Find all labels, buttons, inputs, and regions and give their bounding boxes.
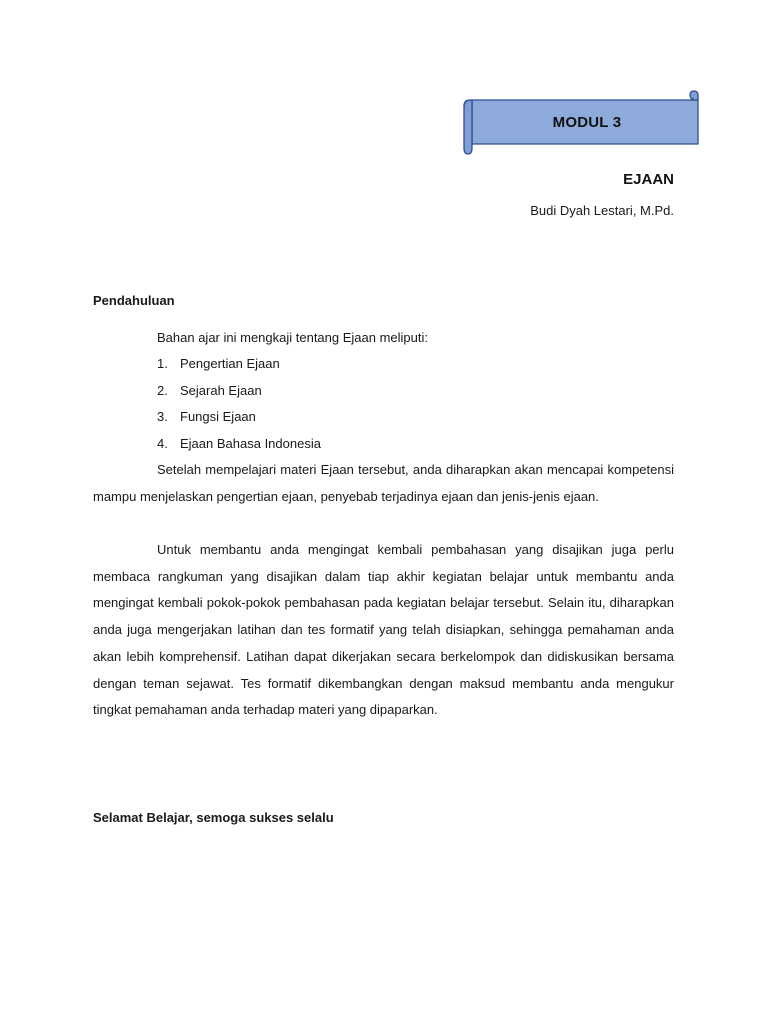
list-item	[157, 356, 321, 383]
topic-list	[157, 356, 321, 463]
list-item	[157, 409, 321, 436]
list-number: 1.	[157, 356, 168, 371]
list-number: 2.	[157, 382, 168, 398]
list-item	[157, 383, 321, 410]
intro-text: Bahan ajar ini mengkaji tentang Ejaan meliputi:	[157, 330, 429, 345]
author-name: Budi Dyah Lestari, M.Pd.	[530, 203, 674, 218]
document-title: EJAAN	[623, 171, 674, 188]
closing-text: Selamat Belajar, semoga sukses selalu	[93, 810, 334, 825]
body-paragraph: Untuk membantu anda mengingat kembali pembahasan yang disajikan juga perlu membaca rangkuman yang disajikan dalam tiap akhir kegiatan belajar untuk membantu anda mengingat kembali pokok-pokok pembahasan pada kegiatan belajar tersebut. Selain itu, diharapkan anda juga mengerjakan latihan dan tes formatif yang telah disiapkan, sehingga pemahaman anda akan lebih komprehensif. Latihan dapat dikerjakan secara berkelompok dan didiskusikan bersama dengan teman sejawat. Tes formatif dikembangkan dengan maksud membantu anda mengukur tingkat pemahaman anda terhadap materi yang dipaparkan.	[93, 542, 674, 718]
module-label: MODUL 3	[552, 114, 622, 131]
list-text: Pengertian Ejaan	[180, 356, 280, 371]
list-text: Fungsi Ejaan	[180, 409, 256, 425]
section-heading: Pendahuluan	[93, 293, 175, 308]
list-number: 4.	[157, 436, 168, 452]
list-text: Sejarah Ejaan	[180, 382, 262, 398]
list-text: Ejaan Bahasa Indonesia	[180, 436, 321, 452]
body-paragraph: Setelah mempelajari materi Ejaan tersebut, anda diharapkan akan mencapai kompetensi mampu menjelaskan pengertian ejaan, penyebab terjadinya ejaan dan jenis-jenis ejaan.	[93, 462, 674, 504]
module-scroll-banner	[462, 88, 704, 158]
list-number: 3.	[157, 409, 168, 425]
